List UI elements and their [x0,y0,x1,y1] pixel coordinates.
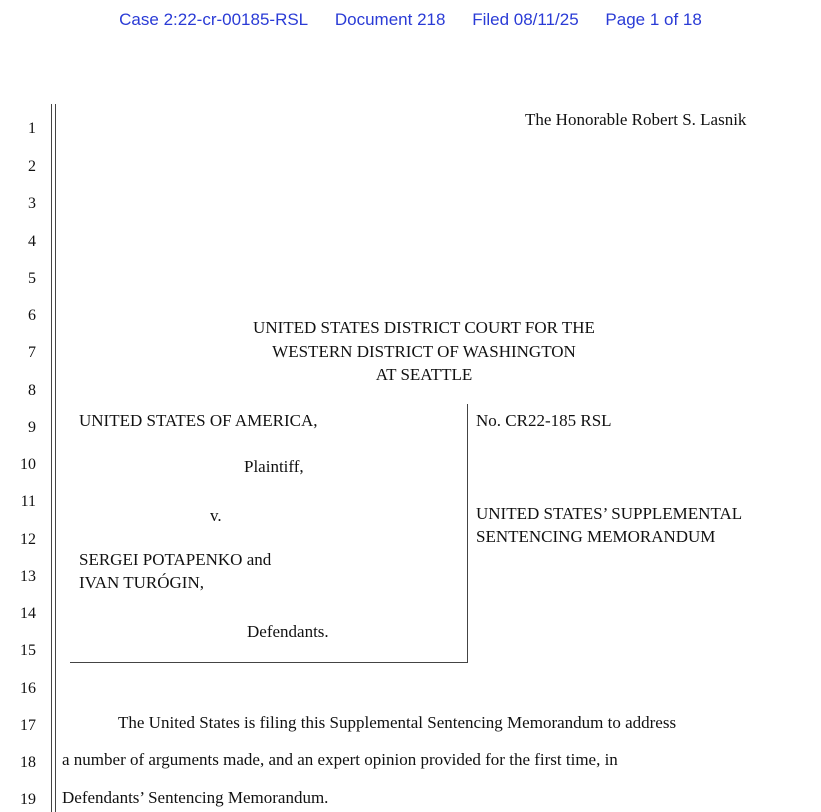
case-number-stamp: Case 2:22-cr-00185-RSL [119,10,309,29]
line-number: 6 [28,307,36,324]
line-number: 5 [28,270,36,287]
line-number: 19 [20,791,36,808]
page-count-stamp: Page 1 of 18 [605,10,702,29]
body-text-line2: a number of arguments made, and an expert opinion provided for the first time, in [62,750,618,769]
line-number: 14 [20,605,36,622]
body-text-line3: Defendants’ Sentencing Memorandum. [62,788,329,807]
line-number: 18 [20,754,36,771]
caption-divider-horizontal [70,662,468,663]
case-number: No. CR22-185 RSL [476,411,612,430]
defendant-name-line1: SERGEI POTAPENKO and [79,550,272,569]
line-number: 13 [20,568,36,585]
margin-rule-left [51,104,52,812]
plaintiff-role: Plaintiff, [244,457,304,476]
versus-label: v. [210,506,222,525]
filed-date-stamp: Filed 08/11/25 [472,10,579,29]
document-number-stamp: Document 218 [334,10,446,29]
line-number: 10 [20,456,36,473]
judge-name: The Honorable Robert S. Lasnik [525,110,747,129]
court-name-line2: WESTERN DISTRICT OF WASHINGTON [272,342,576,361]
plaintiff-name: UNITED STATES OF AMERICA, [79,411,318,430]
margin-rule-right [55,104,56,812]
caption-divider-vertical [467,404,468,663]
line-number: 1 [28,120,36,137]
defendant-role: Defendants. [247,622,329,641]
line-number: 7 [28,344,36,361]
line-number: 2 [28,158,36,175]
line-number: 3 [28,195,36,212]
line-number: 8 [28,382,36,399]
document-title-line1: UNITED STATES’ SUPPLEMENTAL [476,504,743,523]
line-number: 17 [20,717,36,734]
defendant-name-line2: IVAN TURÓGIN, [79,573,204,592]
body-text-line1: The United States is filing this Supplemental Sentencing Memorandum to address [118,713,677,732]
document-title-line2: SENTENCING MEMORANDUM [476,527,716,546]
line-number: 4 [28,233,36,250]
line-number: 11 [20,493,36,510]
line-number: 16 [20,680,36,697]
court-location: AT SEATTLE [375,365,473,384]
court-name-line1: UNITED STATES DISTRICT COURT FOR THE [253,318,595,337]
line-number: 15 [20,642,36,659]
line-number: 9 [28,419,36,436]
filing-header-stamp [0,10,821,30]
line-number: 12 [20,531,36,548]
